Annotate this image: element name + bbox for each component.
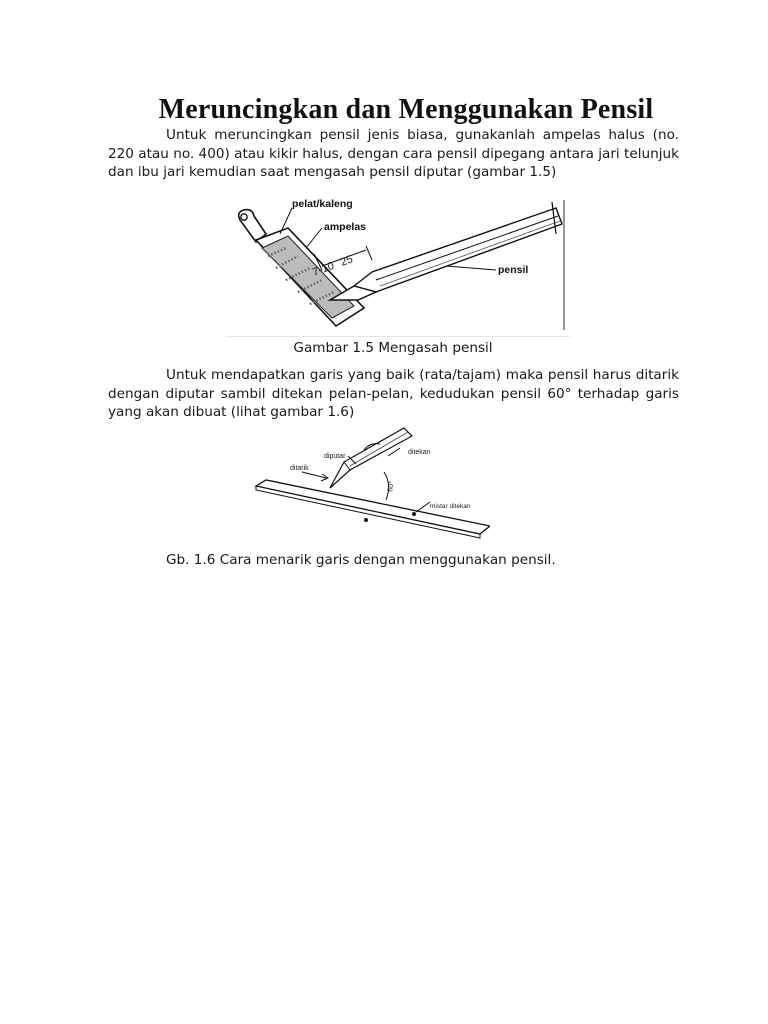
label-pulled: ditarik	[290, 465, 309, 472]
ruler-press-point	[412, 512, 416, 516]
label-plate: pelat/kaleng	[292, 198, 353, 210]
figure-1-caption: Gambar 1.5 Mengasah pensil	[293, 340, 493, 356]
label-dimension-2: 25	[338, 253, 355, 269]
figure-drawing-line	[252, 426, 490, 544]
label-angle: 60°	[387, 480, 396, 493]
ruler-press-point	[364, 518, 368, 522]
figure-2-caption: Gb. 1.6 Cara menarik garis dengan menggunakan pensil.	[166, 552, 556, 568]
plate-hole	[241, 214, 247, 220]
page-title: Meruncingkan dan Menggunakan Pensil	[158, 94, 654, 125]
paragraph-sharpening	[108, 126, 679, 182]
label-ruler-pressed: mistar ditekan	[430, 503, 471, 510]
label-rotated: diputar	[324, 453, 346, 460]
paragraph-drawing-line-text: Untuk mendapatkan garis yang baik (rata/tajam) maka pensil harus ditarik dengan diputar sambil ditekan pelan-pelan, kedudukan pensil 60° terhadap garis yang akan dibuat (lihat gambar 1.6)	[108, 367, 679, 420]
label-pencil: pensil	[498, 264, 529, 276]
paragraph-drawing-line	[108, 366, 679, 422]
figure-divider	[226, 336, 570, 337]
figure-sharpening-pencil	[226, 190, 570, 340]
label-pressed: ditekan	[408, 449, 431, 456]
paragraph-sharpening-text: Untuk meruncingkan pensil jenis biasa, gunakanlah ampelas halus (no. 220 atau no. 400) atau kikir halus, dengan cara pensil dipegang antara jari telunjuk dan ibu jari kemudian saat mengasah pensil diputar (gambar 1.5)	[108, 127, 679, 180]
label-sandpaper: ampelas	[324, 221, 367, 233]
pencil-drawing	[330, 200, 564, 330]
label-dimension-1: 7-10	[310, 260, 336, 279]
